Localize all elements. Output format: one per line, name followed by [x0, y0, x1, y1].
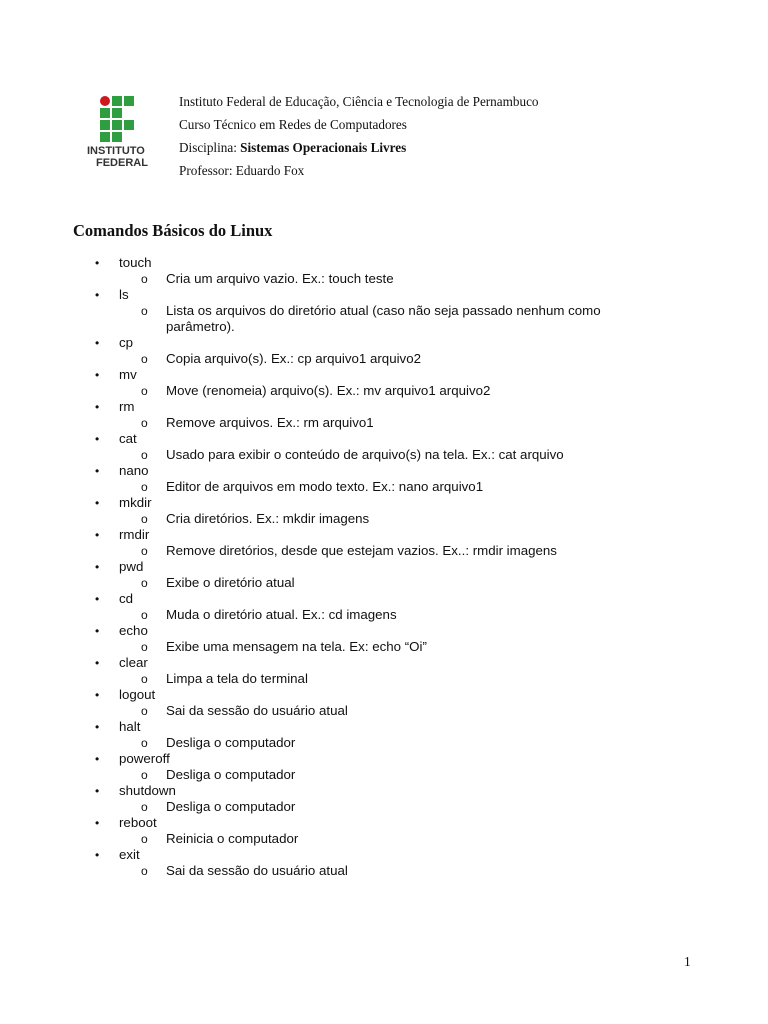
command-description-row [0, 447, 768, 463]
commands-list [0, 255, 768, 879]
command-name: cp [119, 335, 134, 350]
command-item-cp [0, 335, 768, 367]
logo-text-line2: FEDERAL [96, 157, 148, 169]
command-name: halt [119, 719, 141, 734]
command-description-row [0, 511, 768, 527]
command-description-row [0, 575, 768, 591]
command-item-rmdir [0, 527, 768, 559]
command-item-nano [0, 463, 768, 495]
command-item-rm [0, 399, 768, 431]
sub-bullet-marker: o [141, 416, 148, 430]
bullet-marker: • [95, 624, 100, 638]
bullet-marker: • [95, 400, 100, 414]
logo-graphic [87, 96, 164, 174]
command-description-row [0, 639, 768, 655]
command-description-row [0, 271, 768, 287]
command-row [0, 623, 768, 639]
sub-bullet-marker: o [141, 512, 148, 526]
command-item-pwd [0, 559, 768, 591]
command-item-clear [0, 655, 768, 687]
command-item-ls [0, 287, 768, 335]
command-row [0, 687, 768, 703]
command-description-row [0, 831, 768, 847]
command-description: Move (renomeia) arquivo(s). Ex.: mv arquivo1 arquivo2 [166, 383, 491, 398]
command-row [0, 527, 768, 543]
command-row [0, 847, 768, 863]
command-row [0, 655, 768, 671]
sub-bullet-marker: o [141, 832, 148, 846]
command-description: Remove diretórios, desde que estejam vazios. Ex..: rmdir imagens [166, 543, 557, 558]
sub-bullet-marker: o [141, 304, 148, 318]
command-row [0, 255, 768, 271]
command-description: Lista os arquivos do diretório atual (caso não seja passado nenhum como parâmetro). [166, 303, 601, 334]
bullet-marker: • [95, 688, 100, 702]
command-name: poweroff [119, 751, 170, 766]
instituto-federal-logo [87, 96, 164, 174]
bullet-marker: • [95, 560, 100, 574]
command-description-row [0, 703, 768, 719]
command-description-row [0, 607, 768, 623]
command-description: Limpa a tela do terminal [166, 671, 308, 686]
command-description: Exibe uma mensagem na tela. Ex: echo “Oi” [166, 639, 427, 654]
bullet-marker: • [95, 528, 100, 542]
command-name: cd [119, 591, 134, 606]
command-description-row [0, 383, 768, 399]
command-item-mv [0, 367, 768, 399]
sub-bullet-marker: o [141, 448, 148, 462]
command-description: Desliga o computador [166, 735, 296, 750]
command-item-cd [0, 591, 768, 623]
command-row [0, 495, 768, 511]
command-item-logout [0, 687, 768, 719]
command-item-exit [0, 847, 768, 879]
document-header [179, 90, 539, 182]
command-name: rm [119, 399, 135, 414]
command-item-touch [0, 255, 768, 287]
sub-bullet-marker: o [141, 352, 148, 366]
command-description: Sai da sessão do usuário atual [166, 703, 348, 718]
command-name: echo [119, 623, 148, 638]
sub-bullet-marker: o [141, 608, 148, 622]
bullet-marker: • [95, 656, 100, 670]
command-row [0, 751, 768, 767]
command-description-row [0, 799, 768, 815]
bullet-marker: • [95, 592, 100, 606]
professor-name: Professor: Eduardo Fox [179, 163, 305, 178]
command-description: Desliga o computador [166, 767, 296, 782]
bullet-marker: • [95, 752, 100, 766]
command-name: clear [119, 655, 148, 670]
command-row [0, 399, 768, 415]
command-item-echo [0, 623, 768, 655]
command-description: Muda o diretório atual. Ex.: cd imagens [166, 607, 397, 622]
command-description: Sai da sessão do usuário atual [166, 863, 348, 878]
command-description-row [0, 863, 768, 879]
institution-name: Instituto Federal de Educação, Ciência e Tecnologia de Pernambuco [179, 94, 539, 109]
command-description-row [0, 671, 768, 687]
command-item-halt [0, 719, 768, 751]
bullet-marker: • [95, 368, 100, 382]
command-description: Usado para exibir o conteúdo de arquivo(s) na tela. Ex.: cat arquivo [166, 447, 564, 462]
command-name: mkdir [119, 495, 152, 510]
command-name: touch [119, 255, 152, 270]
sub-bullet-marker: o [141, 736, 148, 750]
bullet-marker: • [95, 432, 100, 446]
sub-bullet-marker: o [141, 768, 148, 782]
command-name: ls [119, 287, 129, 302]
command-item-cat [0, 431, 768, 463]
sub-bullet-marker: o [141, 480, 148, 494]
command-row [0, 815, 768, 831]
bullet-marker: • [95, 816, 100, 830]
command-description: Cria diretórios. Ex.: mkdir imagens [166, 511, 370, 526]
bullet-marker: • [95, 464, 100, 478]
command-row [0, 591, 768, 607]
command-description: Copia arquivo(s). Ex.: cp arquivo1 arquivo2 [166, 351, 421, 366]
command-row [0, 559, 768, 575]
discipline-line [179, 136, 539, 159]
bullet-marker: • [95, 848, 100, 862]
command-row [0, 431, 768, 447]
command-row [0, 783, 768, 799]
command-description-row [0, 303, 768, 335]
command-row [0, 719, 768, 735]
command-name: reboot [119, 815, 157, 830]
command-description-row [0, 767, 768, 783]
command-description: Remove arquivos. Ex.: rm arquivo1 [166, 415, 374, 430]
command-row [0, 367, 768, 383]
command-item-reboot [0, 815, 768, 847]
command-description: Cria um arquivo vazio. Ex.: touch teste [166, 271, 394, 286]
course-name: Curso Técnico em Redes de Computadores [179, 117, 407, 132]
sub-bullet-marker: o [141, 272, 148, 286]
bullet-marker: • [95, 496, 100, 510]
command-name: logout [119, 687, 156, 702]
command-row [0, 335, 768, 351]
command-name: pwd [119, 559, 144, 574]
logo-red-dot [100, 96, 110, 106]
page-number: 1 [684, 954, 691, 969]
sub-bullet-marker: o [141, 576, 148, 590]
bullet-marker: • [95, 336, 100, 350]
command-item-poweroff [0, 751, 768, 783]
command-description: Editor de arquivos em modo texto. Ex.: nano arquivo1 [166, 479, 484, 494]
command-item-mkdir [0, 495, 768, 527]
sub-bullet-marker: o [141, 640, 148, 654]
bullet-marker: • [95, 288, 100, 302]
command-description: Reinicia o computador [166, 831, 299, 846]
bullet-marker: • [95, 720, 100, 734]
sub-bullet-marker: o [141, 704, 148, 718]
bullet-marker: • [95, 256, 100, 270]
sub-bullet-marker: o [141, 384, 148, 398]
command-name: nano [119, 463, 149, 478]
sub-bullet-marker: o [141, 800, 148, 814]
command-name: cat [119, 431, 137, 446]
bullet-marker: • [95, 784, 100, 798]
sub-bullet-marker: o [141, 544, 148, 558]
command-row [0, 287, 768, 303]
command-name: shutdown [119, 783, 176, 798]
command-description: Exibe o diretório atual [166, 575, 295, 590]
command-name: rmdir [119, 527, 150, 542]
sub-bullet-marker: o [141, 864, 148, 878]
sub-bullet-marker: o [141, 672, 148, 686]
logo-text-line1: INSTITUTO [87, 145, 145, 157]
command-row [0, 463, 768, 479]
discipline-value: Sistemas Operacionais Livres [240, 140, 407, 155]
command-name: mv [119, 367, 137, 382]
command-description-row [0, 735, 768, 751]
command-name: exit [119, 847, 140, 862]
command-description-row [0, 543, 768, 559]
command-item-shutdown [0, 783, 768, 815]
command-description-row [0, 415, 768, 431]
command-description: Desliga o computador [166, 799, 296, 814]
page-title: Comandos Básicos do Linux [73, 221, 273, 240]
command-description-row [0, 479, 768, 495]
command-description-row [0, 351, 768, 367]
discipline-label: Disciplina: [179, 140, 241, 155]
